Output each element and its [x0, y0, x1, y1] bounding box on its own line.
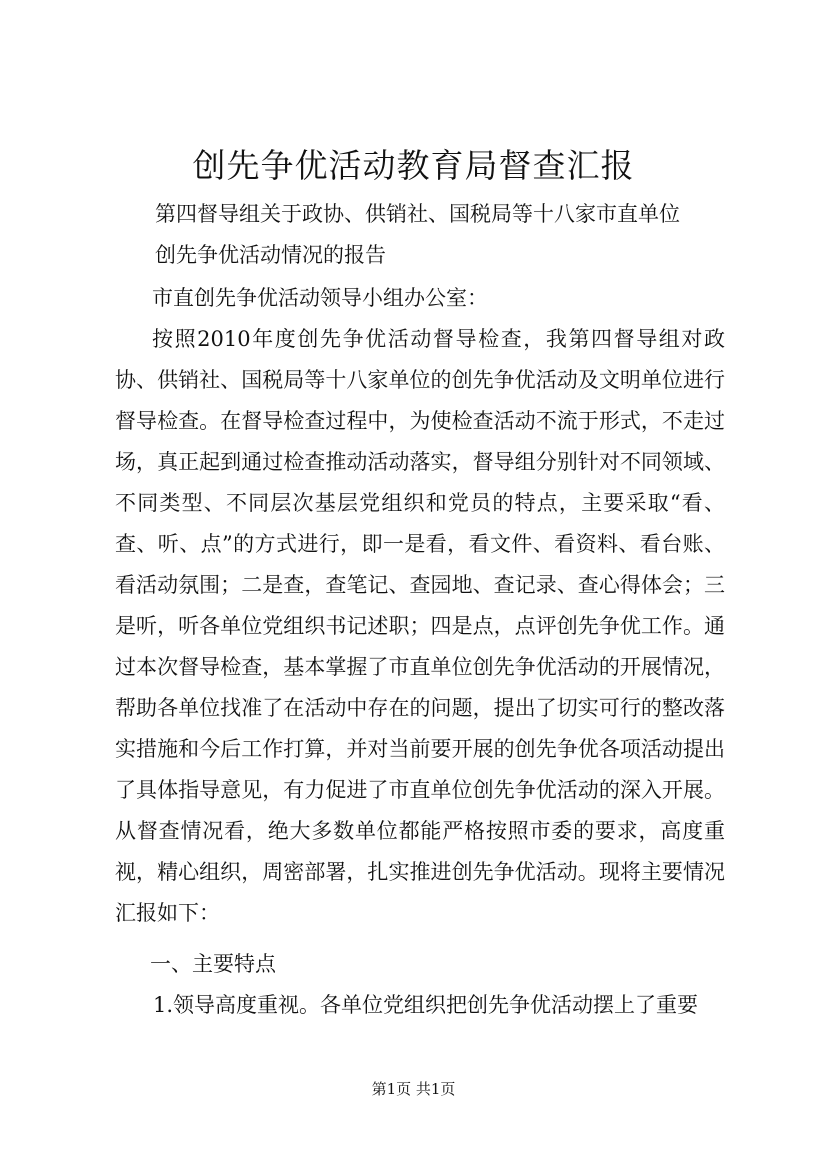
body-paragraph: 按照2010年度创先争优活动督导检查，我第四督导组对政协、供销社、国税局等十八家单位的创先争优活动及文明单位进行督导检查。在督导检查过程中，为使检查活动不流于形式，不走过场，真正起到通过检查推动活动落实，督导组分别针对不同领域、不同类型、不同层次基层党组织和党员的特点，主要采取“看、查、听、点”的方式进行，即一是看，看文件、看资料、看台账、看活动氛围；二是查，查笔记、查园地、查记录、查心得体会；三是听，听各单位党组织书记述职；四是点，点评创先争优工作。通过本次督导检查，基本掌握了市直单位创先争优活动的开展情况，帮助各单位找准了在活动中存在的问题，提出了切实可行的整改落实措施和今后工作打算，并对当前要开展的创先争优各项活动提出了具体指导意见，有力促进了市直单位创先争优活动的深入开展。从督查情况看，绝大多数单位都能严格按照市委的要求，高度重视，精心组织，周密部署，扎实推进创先争优活动。现将主要情况汇报如下： — [115, 327, 725, 925]
report-subtitle — [155, 194, 765, 276]
report-subtitle-line-1: 第四督导组关于政协、供销社、国税局等十八家市直单位 — [155, 202, 680, 226]
report-subtitle-line-2: 创先争优活动情况的报告 — [155, 243, 386, 267]
document-title: 创先争优活动教育局督查汇报 — [192, 146, 635, 185]
list-item-1: 1.领导高度重视。各单位党组织把创先争优活动摆上了重要 — [153, 993, 699, 1017]
page-footer: 第1页 共1页 — [371, 1080, 456, 1098]
salutation: 市直创先争优活动领导小组办公室： — [152, 286, 488, 310]
section-heading: 一、主要特点 — [150, 952, 276, 976]
